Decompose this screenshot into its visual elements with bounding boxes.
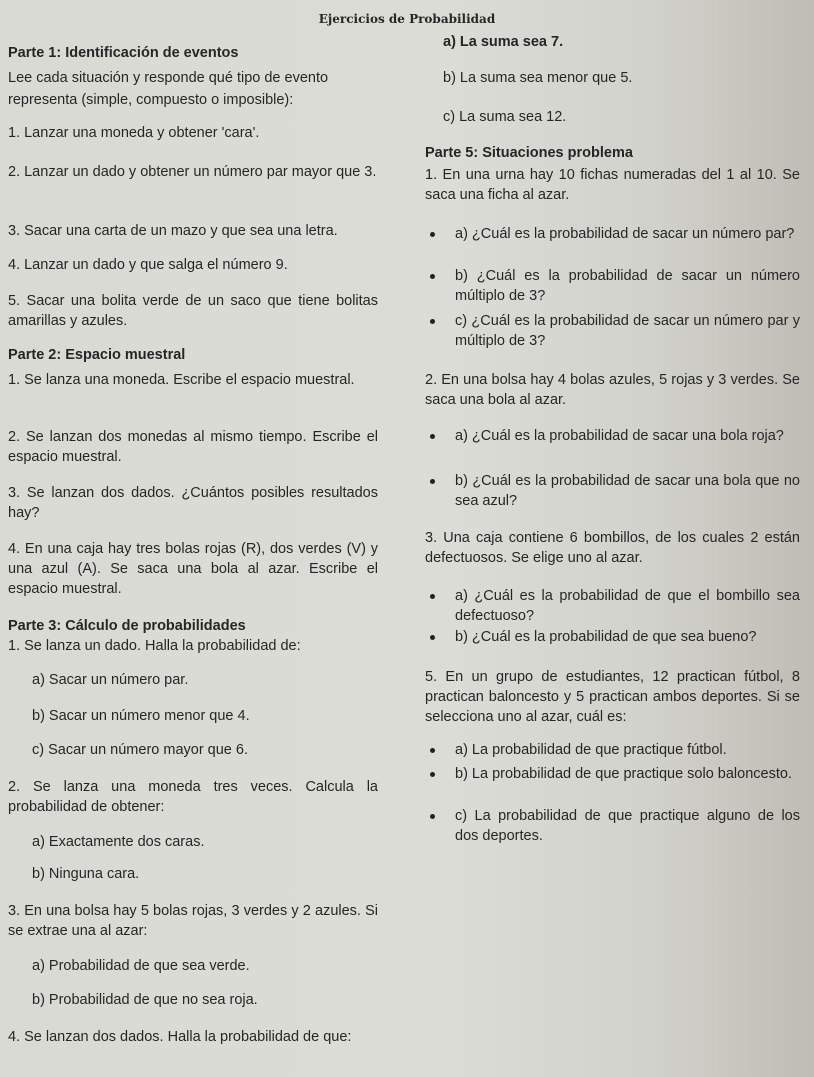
bullet-icon [430,434,435,439]
part1-item: 4. Lanzar un dado y que salga el número 9. [8,257,288,273]
part5-question: 1. En una urna hay 10 fichas numeradas del 1 al 10. Se saca una ficha al azar. [425,167,800,203]
part3-subitem: b) La suma sea menor que 5. [443,70,633,86]
bullet-icon [430,232,435,237]
part2-item: 4. En una caja hay tres bolas rojas (R), dos verdes (V) y una azul (A). Se saca una bola al azar. Escribe el espacio muestral. [8,541,378,597]
part3-question: 3. En una bolsa hay 5 bolas rojas, 3 verdes y 2 azules. Si se extrae una al azar: [8,903,378,939]
part5-subitem: c) ¿Cuál es la probabilidad de sacar un número par y múltiplo de 3? [455,313,800,349]
part3-subitem: b) Sacar un número menor que 4. [32,708,250,724]
part3-question: 1. Se lanza un dado. Halla la probabilidad de: [8,638,301,654]
part5-subitem: b) ¿Cuál es la probabilidad de sacar una bola que no sea azul? [455,473,800,509]
part5-subitem: b) La probabilidad de que practique solo baloncesto. [455,766,792,782]
document-title: Ejercicios de Probabilidad [318,12,496,26]
part3-subitem: a) Sacar un número par. [32,672,189,688]
bullet-icon [430,748,435,753]
part1-item: 3. Sacar una carta de un mazo y que sea una letra. [8,223,338,239]
part5-subitem: b) ¿Cuál es la probabilidad de sacar un número múltiplo de 3? [455,268,800,304]
bullet-icon [430,274,435,279]
part2-item: 3. Se lanzan dos dados. ¿Cuántos posibles resultados hay? [8,485,378,521]
part1-header: Parte 1: Identificación de eventos [8,45,239,61]
part5-subitem: a) ¿Cuál es la probabilidad de sacar un número par? [455,226,795,242]
bullet-icon [430,594,435,599]
part5-question: 3. Una caja contiene 6 bombillos, de los cuales 2 están defectuosos. Se elige uno al azar. [425,530,800,566]
part2-item: 1. Se lanza una moneda. Escribe el espacio muestral. [8,372,355,388]
bullet-icon [430,772,435,777]
bullet-icon [430,814,435,819]
part5-subitem: a) La probabilidad de que practique fútbol. [455,742,727,758]
part3-subitem: c) Sacar un número mayor que 6. [32,742,248,758]
part5-subitem: b) ¿Cuál es la probabilidad de que sea bueno? [455,629,757,645]
part5-question: 5. En un grupo de estudiantes, 12 practican fútbol, 8 practican baloncesto y 5 practican ambos deportes. Si se selecciona uno al azar, cuál es: [425,669,800,725]
bullet-icon [430,479,435,484]
part3-subitem: c) La suma sea 12. [443,109,567,125]
part3-question: 4. Se lanzan dos dados. Halla la probabilidad de que: [8,1029,352,1045]
part1-item: 5. Sacar una bolita verde de un saco que tiene bolitas amarillas y azules. [8,293,378,329]
bullet-icon [430,635,435,640]
part5-subitem: c) La probabilidad de que practique alguno de los dos deportes. [455,808,800,844]
part3-subitem: a) Exactamente dos caras. [32,834,205,850]
part3-subitem: b) Probabilidad de que no sea roja. [32,992,258,1008]
part5-question: 2. En una bolsa hay 4 bolas azules, 5 rojas y 3 verdes. Se saca una bola al azar. [425,372,800,408]
part3-subitem: b) Ninguna cara. [32,866,140,882]
part2-header: Parte 2: Espacio muestral [8,347,186,363]
part5-header: Parte 5: Situaciones problema [425,145,633,161]
part1-item: 2. Lanzar un dado y obtener un número par mayor que 3. [8,164,377,180]
bullet-icon [430,319,435,324]
part1-item: 1. Lanzar una moneda y obtener 'cara'. [8,125,260,141]
part3-subitem: a) Probabilidad de que sea verde. [32,958,250,974]
part1-intro: Lee cada situación y responde qué tipo de evento representa (simple, compuesto o imposible): [8,70,329,108]
part5-subitem: a) ¿Cuál es la probabilidad de que el bombillo sea defectuoso? [455,588,800,624]
part3-question: 2. Se lanza una moneda tres veces. Calcula la probabilidad de obtener: [8,779,378,815]
part3-subitem: a) La suma sea 7. [443,34,564,50]
part3-header: Parte 3: Cálculo de probabilidades [8,618,246,634]
part2-item: 2. Se lanzan dos monedas al mismo tiempo. Escribe el espacio muestral. [8,429,378,465]
part5-subitem: a) ¿Cuál es la probabilidad de sacar una bola roja? [455,428,784,444]
